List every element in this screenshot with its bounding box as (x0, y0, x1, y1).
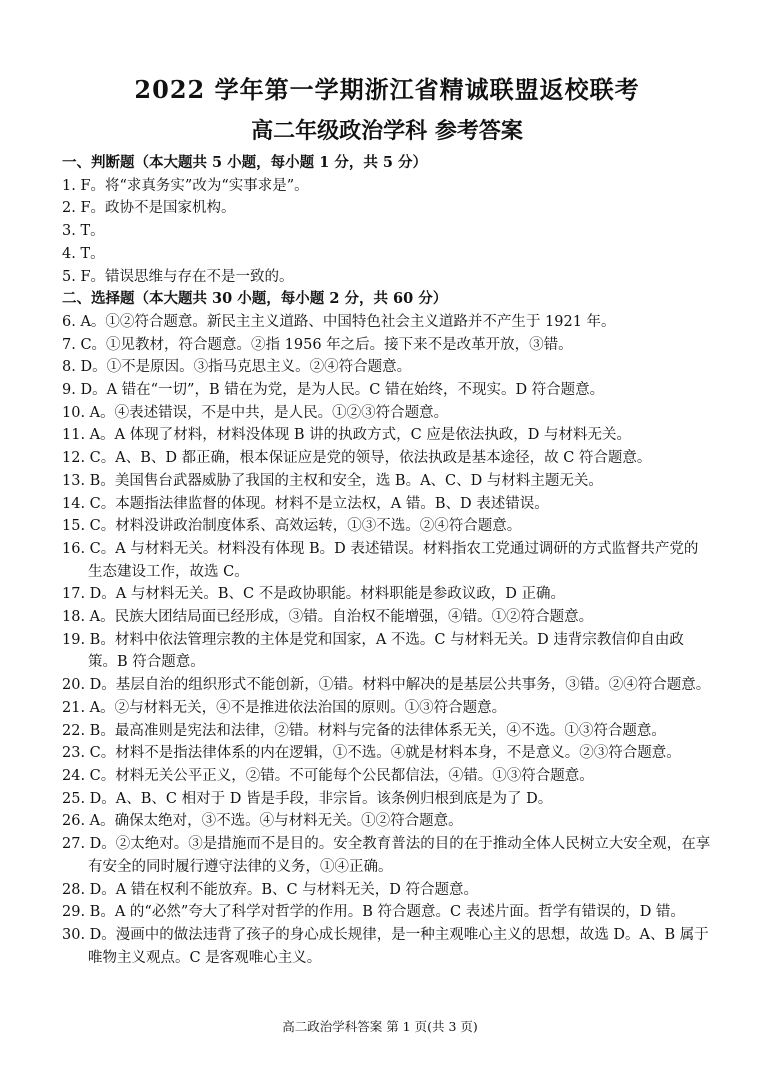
document-title: 2022 学年第一学期浙江省精诚联盟返校联考 (134, 75, 640, 104)
answer-item: 12. C。A、B、D 都正确，根本保证应是党的领导，依法执政是基本途径，故 C 符合题意。 (62, 450, 652, 467)
answer-item: 17. D。A 与材料无关。B、C 不是政协职能。材料职能是参政议政，D 正确。 (62, 586, 565, 603)
answer-item: 16. C。A 与材料无关。材料没有体现 B。D 表述错误。材料指农工党通过调研的方式监督共产党的生态建设工作，故选 C。 (62, 540, 699, 580)
answer-item: 13. B。美国售台武器威胁了我国的主权和安全，选 B。A、C、D 与材料主题无关。 (62, 472, 603, 489)
section-heading: 一、判断题（本大题共 5 小题，每小题 1 分，共 5 分） (62, 154, 428, 171)
answer-item: 30. D。漫画中的做法违背了孩子的身心成长规律，是一种主观唯心主义的思想，故选 D。A、B 属于唯物主义观点。C 是客观唯心主义。 (62, 926, 709, 966)
section-multiple-choice (62, 288, 712, 969)
answer-item: 28. D。A 错在权利不能放弃。B、C 与材料无关，D 符合题意。 (62, 881, 478, 898)
answer-item: 15. C。材料没讲政治制度体系、高效运转，①③不选。②④符合题意。 (62, 518, 522, 535)
answer-item: 23. C。材料不是指法律体系的内在逻辑，①不选。④就是材料本身，不是意义。②③符合题意。 (62, 745, 681, 762)
answer-item: 10. A。④表述错误，不是中共，是人民。①②③符合题意。 (62, 404, 449, 421)
answer-item: 24. C。材料无关公平正义，②错。不可能每个公民都信法，④错。①③符合题意。 (62, 767, 594, 784)
answer-item: 25. D。A、B、C 相对于 D 皆是手段，非宗旨。该条例归根到底是为了 D。 (62, 790, 553, 807)
answer-item: 21. A。②与材料无关，④不是推进依法治国的原则。①③符合题意。 (62, 699, 507, 716)
page-footer: 高二政治学科答案 第 1 页(共 3 页) (282, 1019, 478, 1034)
answer-item: 4. T。 (62, 245, 105, 262)
answer-item: 8. D。①不是原因。③指马克思主义。②④符合题意。 (62, 359, 412, 376)
answer-item: 9. D。A 错在“一切”，B 错在为党，是为人民。C 错在始终，不现实。D 符合题意。 (62, 382, 605, 399)
answer-item: 14. C。本题指法律监督的体现。材料不是立法权，A 错。B、D 表述错误。 (62, 495, 549, 512)
answer-item: 6. A。①②符合题意。新民主主义道路、中国特色社会主义道路并不产生于 1921 年。 (62, 313, 616, 330)
answer-item: 29. B。A 的“必然”夸大了科学对哲学的作用。B 符合题意。C 表述片面。哲学有错误的，D 错。 (62, 904, 685, 921)
answer-item: 11. A。A 体现了材料，材料没体现 B 讲的执政方式，C 应是依法执政，D 与材料无关。 (62, 427, 632, 444)
answer-item: 27. D。②太绝对。③是措施而不是目的。安全教育普法的目的在于推动全体人民树立大安全观，在享有安全的同时履行遵守法律的义务，①④正确。 (62, 836, 711, 875)
answer-item: 1. F。将“求真务实”改为“实事求是”。 (62, 177, 309, 194)
answer-item: 18. A。民族大团结局面已经形成，③错。自治权不能增强，④错。①②符合题意。 (62, 609, 594, 626)
answer-item: 2. F。政协不是国家机构。 (62, 200, 236, 217)
section-heading: 二、选择题（本大题共 30 小题，每小题 2 分，共 60 分） (62, 290, 448, 308)
answer-item: 7. C。①见教材，符合题意。②指 1956 年之后。接下来不是改革开放，③错。 (62, 336, 573, 353)
section-true-false (62, 152, 712, 288)
answer-item: 5. F。错误思维与存在不是一致的。 (62, 268, 294, 285)
answer-item: 26. A。确保太绝对，③不选。④与材料无关。①②符合题意。 (62, 813, 463, 830)
answer-item: 19. B。材料中依法管理宗教的主体是党和国家，A 不选。C 与材料无关。D 违背宗教信仰自由政策。B 符合题意。 (62, 631, 684, 671)
answer-item: 3. T。 (62, 223, 105, 240)
answer-item: 22. B。最高准则是宪法和法律，②错。材料与完备的法律体系无关，④不选。①③符合题意。 (62, 722, 666, 739)
answer-item: 20. D。基层自治的组织形式不能创新，①错。材料中解决的是基层公共事务，③错。②④符合题意。 (62, 677, 711, 694)
document-subtitle: 高二年级政治学科 参考答案 (251, 118, 523, 144)
